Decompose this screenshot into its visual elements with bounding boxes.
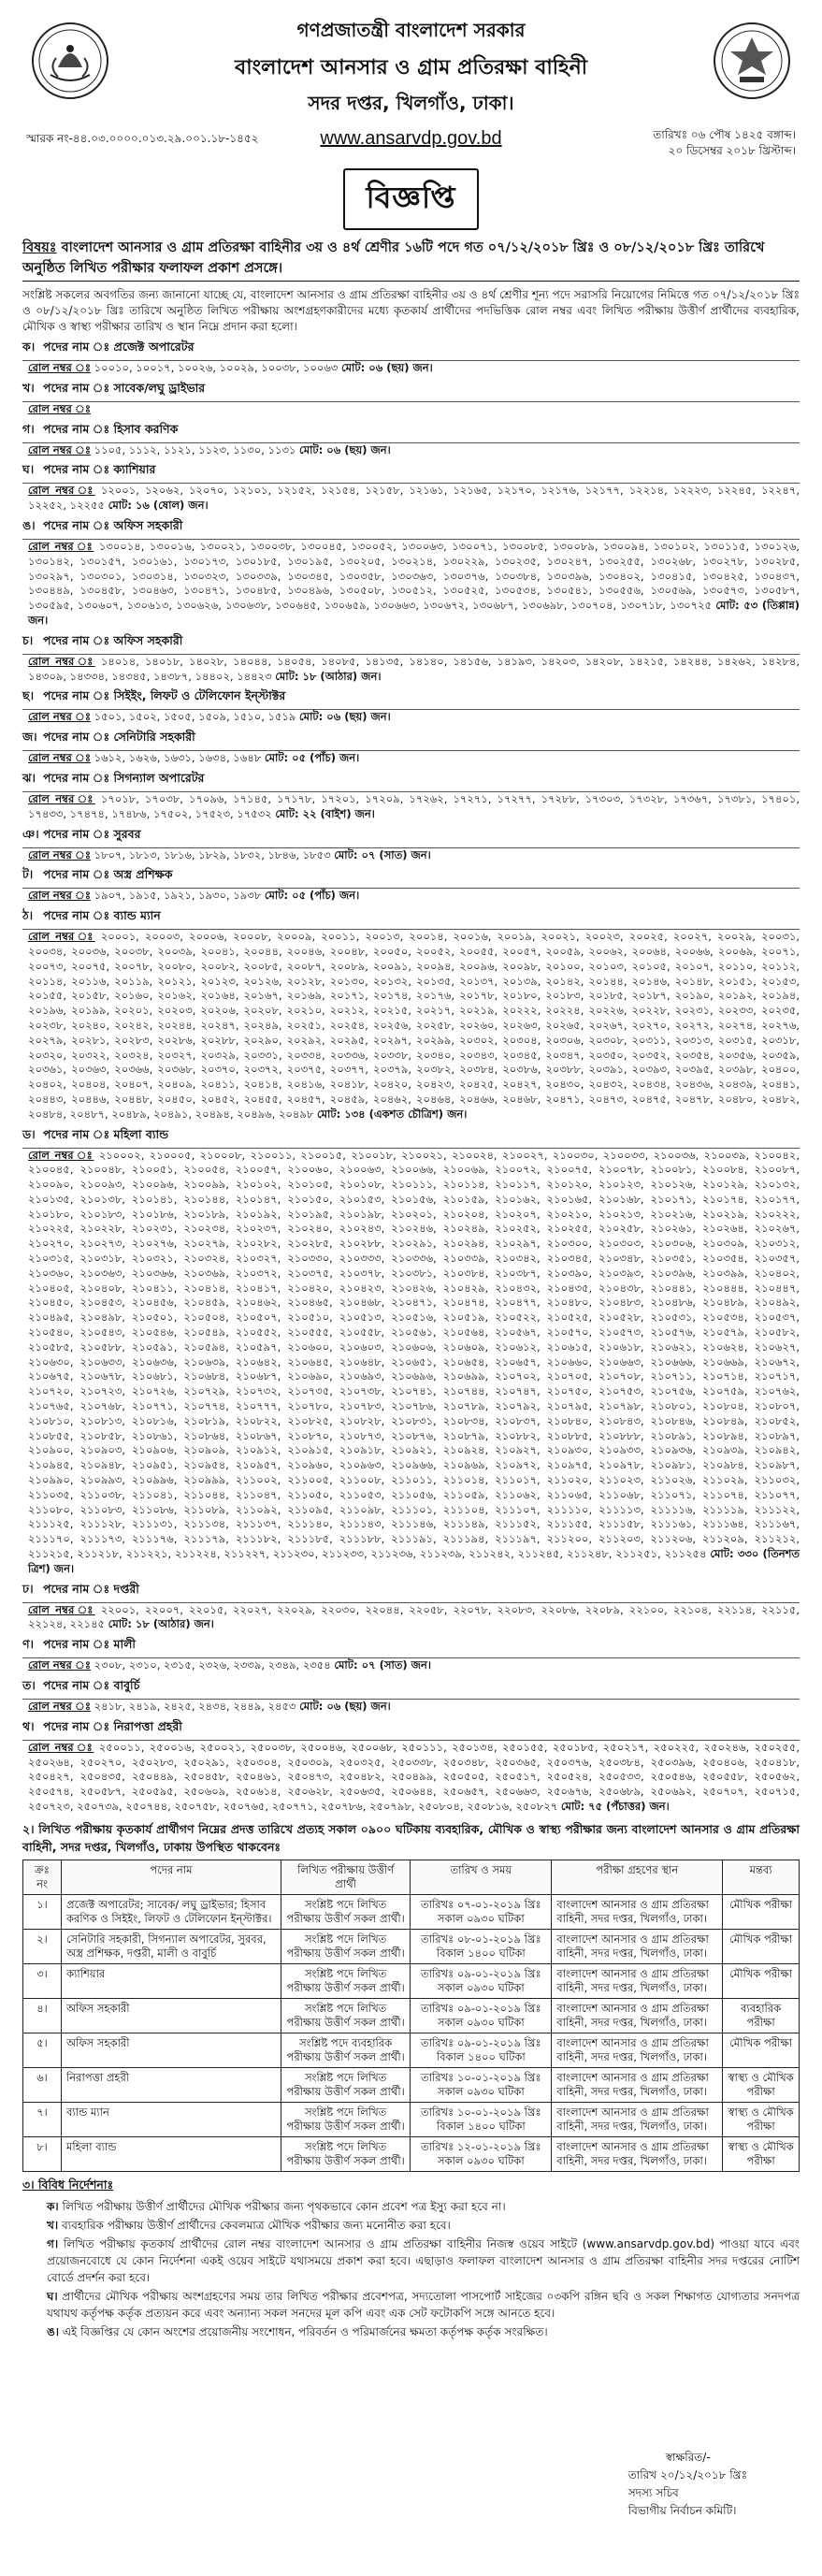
roll-list: ১১০৫, ১১১২, ১১২১, ১১২৩, ১১৩০, ১১৩১ <box>94 442 296 456</box>
post-result <box>22 1125 800 1577</box>
post-serial: ঘ। <box>22 462 35 477</box>
post-heading <box>22 825 800 848</box>
roll-total: মোট: ০৬ (ছয়) জন। <box>299 442 391 456</box>
instruction-text: লিখিত পরীক্ষায় উত্তীর্ণ প্রার্থীদের মৌখিক পরীক্ষার জন্য পৃথকভাবে কোন প্রবেশ পত্র ইস্যু করা হবে না। <box>62 2199 506 2213</box>
signatory-title: সদস্য সচিব <box>627 2486 679 2499</box>
cell-date-time: তারিখঃ ০৮-০১-২০১৯ খ্রিঃ বিকাল ১৪০০ ঘটিকা <box>411 1929 552 1963</box>
roll-list: ১০০১০, ১০০১৭, ১০০২৬, ১০০২৯, ১০০৩৮, ১০০৬৩ <box>94 361 339 374</box>
post-result <box>22 769 800 822</box>
cell-serial: ৬। <box>23 2067 62 2102</box>
post-heading <box>22 1580 800 1603</box>
cell-remark: মৌখিক পরীক্ষা <box>723 1894 800 1929</box>
table-row <box>23 2102 800 2136</box>
roll-list: ২৪১৮, ২৪১৯, ২৪২৫, ২৪৩৪, ২৪৪৯, ২৪৫৩ <box>94 1700 296 1713</box>
roll-total: মোট: ৩৩০ (তিনশত ত্রিশ) জন। <box>28 1547 800 1575</box>
cell-venue: বাংলাদেশ আনসার ও গ্রাম প্রতিরক্ষা বাহিনী, সদর দপ্তর, খিলগাঁও, ঢাকা। <box>552 2033 723 2067</box>
post-serial: ঠ। <box>22 908 34 923</box>
instruction-item <box>47 2198 800 2215</box>
roll-label: রোল নম্বর ঃ <box>28 442 91 456</box>
cell-date-time: তারিখঃ ০৭-০১-২০১৯ খ্রিঃ সকাল ০৯৩০ ঘটিকা <box>411 1894 552 1929</box>
cell-post: অফিস সহকারী <box>62 1998 281 2033</box>
post-serial: ড। <box>22 1126 36 1141</box>
cell-date-time: তারিখঃ ১২-০১-২০১৯ খ্রিঃ সকাল ০৯৩০ ঘটিকা <box>411 2136 552 2171</box>
roll-label: রোল নম্বর ঃ <box>28 654 95 668</box>
cell-post: ব্যান্ড ম্যান <box>62 2102 281 2136</box>
roll-label: রোল নম্বর ঃ <box>28 847 91 861</box>
post-serial: ঙ। <box>22 517 36 532</box>
letterhead <box>22 17 800 166</box>
post-heading <box>22 1125 800 1149</box>
roll-total: মোট: ৫৩ (তিপ্পান্ন) জন। <box>28 599 800 627</box>
roll-list: ১৮০৭, ১৮১৩, ১৮১৬, ১৮২৯, ১৮৩২, ১৮৪৬, ১৮৫৩ <box>94 847 331 861</box>
cell-passed: সংশ্লিষ্ট পদে লিখিত পরীক্ষায় উত্তীর্ণ সকল প্রার্থী। <box>281 1929 411 1963</box>
post-name: পদের নাম ঃ ব্যান্ড ম্যান <box>43 908 161 923</box>
roll-numbers <box>22 402 800 417</box>
post-name: পদের নাম ঃ সুরবর <box>43 826 141 841</box>
post-name: পদের নাম ঃ সিইইং, লিফট ও টেলিফোন ইন্স্টাক্টর <box>43 688 286 703</box>
cell-remark: মৌখিক পরীক্ষা <box>723 2033 800 2067</box>
cell-venue: বাংলাদেশ আনসার ও গ্রাম প্রতিরক্ষা বাহিনী, সদর দপ্তর, খিলগাঁও, ঢাকা। <box>552 2067 723 2102</box>
cell-date-time: তারিখঃ ১০-০১-২০১৯ খ্রিঃ সকাল ০৯৩০ ঘটিকা <box>411 2067 552 2102</box>
ansar-vdp-logo-icon <box>712 21 792 101</box>
cell-venue: বাংলাদেশ আনসার ও গ্রাম প্রতিরক্ষা বাহিনী, সদর দপ্তর, খিলগাঁও, ঢাকা। <box>552 2136 723 2171</box>
roll-total: মোট: ০৬ (ছয়) জন। <box>341 361 433 374</box>
cell-passed: সংশ্লিষ্ট পদে লিখিত পরীক্ষায় উত্তীর্ণ সকল প্রার্থী। <box>281 2136 411 2171</box>
roll-list: ২৩০৮, ২৩১০, ২৩১৫, ২৩২৬, ২৩৩৯, ২৩৪৯, ২৩৫৪ <box>94 1658 331 1672</box>
roll-label: রোল নম্বর ঃ <box>28 930 95 944</box>
table-row <box>23 1894 800 1929</box>
roll-list: ১৪০১৪, ১৪০১৮, ১৪০২৮, ১৪০৪৪, ১৪০৫৪, ১৪০৮৫, ১৪১৩৫, ১৪১৪০, ১৪১৫৬, ১৪১৯৩, ১৪২০৩, ১৪২০৮, ১৪২১৫, ১৪২৪৪, ১৪২৬২, ১৪২৮৪, ১৪৩০৯, ১৪৩৩৪, ১৪৩৪৫, ১৪৩৮৭, ১৪৪০২, ১৪৪২৩ <box>28 654 800 683</box>
roll-total: মোট: ০৫ (পাঁচ) জন। <box>264 751 360 765</box>
roll-list: ২৫০০১১, ২৫০০১৬, ২৫০০২১, ২৫০০৩৮, ২৫০০৪৬, ২৫০০৬৮, ২৫০১১১, ২৫০১৩৪, ২৫০১৫৫, ২৫০১৮৫, ২৫০২১৭, ২৫০২২৫, ২৫০২৪৬, ২৫০২৫৫, ২৫০২৬৪, ২৫০২৭০, ২৫০২৮৩, ২৫০২৯১, ২৫০৩০৪, ২৫০৩০৯, ২৫০৩২৫, ২৫০৩৩৮, ২৫০৩৪৮, ২৫০৩৬৫, ২৫০৩৭৬, ২৫০৩৮৪, ২৫০৩৯৬, ২৫০৪০৬, ২৫০৪১৮, ২৫০৪২৭, ২৫০৪৩৫, ২৫০৪৪৯, ২৫০৪৫৮, ২৫০৪৬১, ২৫০৪৭৩, ২৫০৪৮২, ২৫০৪৯৯, ২৫০৫০৫, ২৫০৫১৭, ২৫০৫২৪, ২৫০৫৩৩, ২৫০৫৪৬, ২৫০৫৫৮, ২৫০৫৬২, ২৫০৫৭৪, ২৫০৫৮৭, ২৫০৫৯৫, ২৫০৬০৯, ২৫০৬১৪, ২৫০৬২৮, ২৫০৬৩৫, ২৫০৬৪৪, ২৫০৬৫৭, ২৫০৬৬৩, ২৫০৬৭৬, ২৫০৬৮৯, ২৫০৬৯২, ২৫০৭০৭, ২৫০৭১৫, ২৫০৭২৩, ২৫০৭৩৯, ২৫০৭৪৪, ২৫০৭৫৮, ২৫০৭৬৫, ২৫০৭৭১, ২৫০৭৮৬, ২৫০৭৯৮, ২৫০৮০৪, ২৫০৮১৬, ২৫০৮২৭ <box>28 1740 800 1813</box>
roll-total: মোট: ০৭ (সাত) জন। <box>334 1658 431 1672</box>
cell-serial: ১। <box>23 1894 62 1929</box>
post-result <box>22 906 800 1122</box>
org-name: বাংলাদেশ আনসার ও গ্রাম প্রতিরক্ষা বাহিনী <box>234 56 588 80</box>
cell-post: ক্যাশিয়ার <box>62 1963 281 1998</box>
post-name: পদের নাম ঃ মালী <box>43 1637 136 1652</box>
post-name: পদের নাম ঃ অফিস সহকারী <box>43 517 183 532</box>
cell-remark: স্বাস্থ্য ও মৌখিক পরীক্ষা <box>723 2136 800 2171</box>
post-name: পদের নাম ঃ সাবেক/লঘু ড্রাইভার <box>43 380 206 395</box>
post-result <box>22 1717 800 1815</box>
roll-numbers <box>22 540 800 629</box>
instruction-marker: খ। <box>47 2218 59 2232</box>
roll-label: রোল নম্বর ঃ <box>28 1740 94 1754</box>
post-heading <box>22 687 800 710</box>
roll-label: রোল নম্বর ঃ <box>28 1700 91 1713</box>
post-heading <box>22 338 800 361</box>
committee-name: বিভাগীয় নির্বাচন কমিটি। <box>627 2504 737 2517</box>
post-heading <box>22 1717 800 1741</box>
post-heading <box>22 460 800 484</box>
cell-remark: মৌখিক পরীক্ষা <box>723 1963 800 1998</box>
subject-label: বিষয়ঃ <box>22 240 57 255</box>
post-serial: ত। <box>22 1678 36 1692</box>
post-result <box>22 865 800 904</box>
roll-numbers <box>22 1603 800 1633</box>
roll-numbers <box>22 710 800 725</box>
post-heading <box>22 728 800 751</box>
post-heading <box>22 379 800 402</box>
post-serial: জ। <box>22 730 37 745</box>
post-heading <box>22 420 800 443</box>
result-list <box>22 338 800 1815</box>
misc-instructions <box>22 2198 800 2340</box>
roll-numbers <box>22 848 800 863</box>
instruction-text: প্রার্থীদের মৌখিক পরীক্ষায় অংশগ্রহণের সময় তার লিখিত পরীক্ষার প্রবেশপত্র, সদ্যতোলা পাসপোর্ট সাইজের ০৩কপি রঙ্গিন ছবি ও সকল শিক্ষাগত যোগ্যতার সনদপত্র যথাযথ কর্তৃপক্ষ কর্তৃক প্রত্যয়ন করে এবং অন্যান্য সকল সনদের মূল কপি এবং এক সেট ফটোকপি সঙ্গে আনতে হবে। <box>47 2289 800 2320</box>
roll-label: রোল নম্বর ঃ <box>28 751 91 765</box>
post-name: পদের নাম ঃ প্রজেক্ট অপারেটর <box>43 340 195 354</box>
post-result <box>22 338 800 376</box>
cell-passed: সংশ্লিষ্ট পদে লিখিত পরীক্ষায় উত্তীর্ণ সকল প্রার্থী। <box>281 1894 411 1929</box>
roll-total: মোট: ৭৫ (পঁচাত্তর) জন। <box>560 1799 670 1813</box>
bangladesh-government-emblem-icon <box>30 21 110 101</box>
cell-remark: স্বাস্থ্য ও মৌখিক পরীক্ষা <box>723 2067 800 2102</box>
roll-list: ১৯০৭, ১৯১৫, ১৯২১, ১৯৩০, ১৯৩৮ <box>94 889 262 903</box>
post-name: পদের নাম ঃ বাবুর্চি <box>43 1678 140 1692</box>
cell-post: মহিলা ব্যান্ড <box>62 2136 281 2171</box>
issue-date <box>653 127 796 159</box>
cell-passed: সংশ্লিষ্ট পদে লিখিত পরীক্ষায় উত্তীর্ণ সকল প্রার্থী। <box>281 1963 411 1998</box>
table-header-row <box>23 1860 800 1894</box>
roll-total: মোট: ২২ (বাইশ) জন। <box>275 806 375 820</box>
roll-numbers <box>22 792 800 822</box>
post-serial: ঞ। <box>22 826 39 841</box>
roll-label: রোল নম্বর ঃ <box>28 1602 95 1616</box>
table-row <box>23 2067 800 2102</box>
cell-venue: বাংলাদেশ আনসার ও গ্রাম প্রতিরক্ষা বাহিনী, সদর দপ্তর, খিলগাঁও, ঢাকা। <box>552 1963 723 1998</box>
cell-passed: সংশ্লিষ্ট পদে লিখিত পরীক্ষায় উত্তীর্ণ সকল প্রার্থী। <box>281 2102 411 2136</box>
roll-numbers <box>22 889 800 904</box>
post-result <box>22 1635 800 1673</box>
post-name: পদের নাম ঃ অস্ত্র প্রশিক্ষক <box>43 867 173 882</box>
roll-numbers <box>22 1741 800 1815</box>
post-name: পদের নাম ঃ ক্যাশিয়ার <box>43 462 156 477</box>
post-heading <box>22 906 800 930</box>
instruction-marker: ক। <box>47 2199 59 2213</box>
cell-remark: ব্যবহারিক পরীক্ষা <box>723 1998 800 2033</box>
signature-date: তারিখ ২০/১২/২০১৮ খ্রিঃ <box>627 2468 747 2482</box>
post-result <box>22 1580 800 1633</box>
cell-serial: ৭। <box>23 2102 62 2136</box>
instruction-item <box>47 2217 800 2234</box>
col-passed: লিখিত পরীক্ষায় উত্তীর্ণ প্রার্থী <box>281 1860 411 1894</box>
post-serial: গ। <box>22 421 35 436</box>
post-heading <box>22 1676 800 1700</box>
cell-venue: বাংলাদেশ আনসার ও গ্রাম প্রতিরক্ষা বাহিনী, সদর দপ্তর, খিলগাঁও, ঢাকা। <box>552 1998 723 2033</box>
roll-total: মোট: ১৮ (আঠার) জন। <box>108 1617 214 1631</box>
roll-list: ১৫০১, ১৫০২, ১৫০৫, ১৫০৯, ১৫১০, ১৫১৯ <box>94 710 296 724</box>
instruction-text: এই বিজ্ঞপ্তির যে কোন অংশের প্রয়োজনীয় সংশোধন, পরিবর্তন ও পরিমার্জনের ক্ষমতা কর্তৃপক্ষ কর্তৃক সংরক্ষিত। <box>62 2324 548 2338</box>
post-serial: ছ। <box>22 688 35 703</box>
instruction-text: ব্যবহারিক পরীক্ষায় উত্তীর্ণ প্রার্থীদের কেবলমাত্র মৌখিক পরীক্ষার জন্য মনোনীত করা হবে। <box>62 2218 451 2232</box>
cell-date-time: তারিখঃ ১০-০১-২০১৯ খ্রিঃ বিকাল ১৪০০ ঘটিকা <box>411 2102 552 2136</box>
roll-total: মোট: ০৬ (ছয়) জন। <box>299 1700 391 1713</box>
post-result <box>22 516 800 629</box>
memo-number: স্মারক নং-৪৪.০৩.০০০০.০১৩.২৯.০০১.১৮-১৪৫২ <box>26 132 259 145</box>
cell-remark: মৌখিক পরীক্ষা <box>723 1929 800 1963</box>
cell-serial: ৩। <box>23 1963 62 1998</box>
post-name: পদের নাম ঃ সেনিটারি সহকারী <box>43 730 195 745</box>
roll-label: রোল নম্বর ঃ <box>28 484 95 498</box>
roll-numbers <box>22 655 800 685</box>
govt-name: গণপ্রজাতন্ত্রী বাংলাদেশ সরকার <box>296 19 526 41</box>
table-row <box>23 1929 800 1963</box>
roll-label: রোল নম্বর ঃ <box>28 710 91 724</box>
roll-numbers <box>22 484 800 514</box>
post-heading <box>22 865 800 889</box>
instruction-marker: ঙ। <box>47 2324 60 2338</box>
signed-label: স্বাক্ষরিত/- <box>665 2451 711 2464</box>
roll-list: ২০০০১, ২০০০৩, ২০০০৬, ২০০০৮, ২০০০৯, ২০০১১, ২০০১৩, ২০০১৪, ২০০১৬, ২০০১৯, ২০০২১, ২০০২৩, ২০০২৫, ২০০২৭, ২০০২৯, ২০০৩১, ২০০৩৪, ২০০৩৬, ২০০৩৮, ২০০৩৯, ২০০৪১, ২০০৪৪, ২০০৪৬, ২০০৪৮, ২০০৫০, ২০০৫২, ২০০৫৫, ২০০৫৭, ২০০৫৯, ২০০৬২, ২০০৬৪, ২০০৬৬, ২০০৬৯, ২০০৭১, ২০০৭৩, ২০০৭৫, ২০০৭৮, ২০০৮০, ২০০৮২, ২০০৮৫, ২০০৮৭, ২০০৮৯, ২০০৯১, ২০০৯৪, ২০০৯৬, ২০০৯৮, ২০১০০, ২০১০৩, ২০১০৫, ২০১০৭, ২০১১০, ২০১১২, ২০১১৪, ২০১১৬, ২০১১৯, ২০১২১, ২০১২৩, ২০১২৬, ২০১২৮, ২০১৩০, ২০১৩২, ২০১৩৫, ২০১৩৭, ২০১৩৯, ২০১৪২, ২০১৪৪, ২০১৪৬, ২০১৪৮, ২০১৫১, ২০১৫৩, ২০১৫৫, ২০১৫৮, ২০১৬০, ২০১৬২, ২০১৬৪, ২০১৬৭, ২০১৬৯, ২০১৭১, ২০১৭৪, ২০১৭৬, ২০১৭৮, ২০১৮০, ২০১৮৩, ২০১৮৫, ২০১৮৭, ২০১৯০, ২০১৯২, ২০১৯৪, ২০১৯৬, ২০১৯৯, ২০২০১, ২০২০৩, ২০২০৬, ২০২০৮, ২০২১০, ২০২১২, ২০২১৫, ২০২১৭, ২০২১৯, ২০২২২, ২০২২৪, ২০২২৬, ২০২২৮, ২০২৩১, ২০২৩৩, ২০২৩৫, ২০২৩৮, ২০২৪০, ২০২৪২, ২০২৪৪, ২০২৪৭, ২০২৪৯, ২০২৫১, ২০২৫৪, ২০২৫৬, ২০২৫৮, ২০২৬০, ২০২৬৩, ২০২৬৫, ২০২৬৭, ২০২৭০, ২০২৭২, ২০২৭৪, ২০২৭৬, ২০২৭৯, ২০২৮১, ২০২৮৩, ২০২৮৬, ২০২৮৮, ২০২৯০, ২০২৯২, ২০২৯৫, ২০২৯৭, ২০২৯৯, ২০৩০২, ২০৩০৪, ২০৩০৬, ২০৩০৮, ২০৩১১, ২০৩১৩, ২০৩১৫, ২০৩১৮, ২০৩২০, ২০৩২২, ২০৩২৪, ২০৩২৭, ২০৩২৯, ২০৩৩১, ২০৩৩৪, ২০৩৩৬, ২০৩৩৮, ২০৩৪০, ২০৩৪৩, ২০৩৪৫, ২০৩৪৭, ২০৩৫০, ২০৩৫২, ২০৩৫৪, ২০৩৫৬, ২০৩৫৯, ২০৩৬১, ২০৩৬৩, ২০৩৬৬, ২০৩৬৮, ২০৩৭০, ২০৩৭২, ২০৩৭৫, ২০৩৭৭, ২০৩৭৯, ২০৩৮২, ২০৩৮৪, ২০৩৮৬, ২০৩৮৮, ২০৩৯১, ২০৩৯৩, ২০৩৯৫, ২০৩৯৮, ২০৪০০, ২০৪০২, ২০৪০৪, ২০৪০৭, ২০৪০৯, ২০৪১১, ২০৪১৪, ২০৪১৬, ২০৪১৮, ২০৪২০, ২০৪২৩, ২০৪২৫, ২০৪২৭, ২০৪৩০, ২০৪৩২, ২০৪৩৪, ২০৪৩৬, ২০৪৩৯, ২০৪৪১, ২০৪৪৩, ২০৪৪৬, ২০৪৪৮, ২০৪৫০, ২০৪৫২, ২০৪৫৫, ২০৪৫৭, ২০৪৫৯, ২০৪৬২, ২০৪৬৪, ২০৪৬৬, ২০৪৬৮, ২০৪৭১, ২০৪৭৩, ২০৪৭৫, ২০৪৭৮, ২০৪৮০, ২০৪৮২, ২০৪৮৪, ২০৪৮৭, ২০৪৮৯, ২০৪৯১, ২০৪৯৪, ২০৪৯৬, ২০৪৯৮ <box>28 930 800 1121</box>
roll-label: রোল নম্বর ঃ <box>28 539 94 553</box>
post-result <box>22 460 800 514</box>
website-link[interactable]: www.ansarvdp.gov.bd <box>320 128 502 149</box>
roll-list: ২১০০০২, ২১০০০৫, ২১০০০৮, ২১০০১১, ২১০০১৫, ২১০০১৮, ২১০০২১, ২১০০২৪, ২১০০২৭, ২১০০৩০, ২১০০৩৩, ২১০০৩৬, ২১০০৩৯, ২১০০৪২, ২১০০৪৫, ২১০০৪৮, ২১০০৫১, ২১০০৫৪, ২১০০৫৭, ২১০০৬০, ২১০০৬৩, ২১০০৬৬, ২১০০৬৯, ২১০০৭২, ২১০০৭৫, ২১০০৭৮, ২১০০৮১, ২১০০৮৪, ২১০০৮৭, ২১০০৯০, ২১০০৯৩, ২১০০৯৬, ২১০০৯৯, ২১০১০২, ২১০১০৫, ২১০১০৮, ২১০১১১, ২১০১১৪, ২১০১১৭, ২১০১২০, ২১০১২৩, ২১০১২৬, ২১০১২৯, ২১০১৩২, ২১০১৩৫, ২১০১৩৮, ২১০১৪১, ২১০১৪৪, ২১০১৪৭, ২১০১৫০, ২১০১৫৩, ২১০১৫৬, ২১০১৫৯, ২১০১৬২, ২১০১৬৫, ২১০১৬৮, ২১০১৭১, ২১০১৭৪, ২১০১৭৭, ২১০১৮০, ২১০১৮৩, ২১০১৮৬, ২১০১৮৯, ২১০১৯২, ২১০১৯৫, ২১০১৯৮, ২১০২০১, ২১০২০৪, ২১০২০৭, ২১০২১০, ২১০২১৩, ২১০২১৬, ২১০২১৯, ২১০২২২, ২১০২২৫, ২১০২২৮, ২১০২৩১, ২১০২৩৪, ২১০২৩৭, ২১০২৪০, ২১০২৪৩, ২১০২৪৬, ২১০২৪৯, ২১০২৫২, ২১০২৫৫, ২১০২৫৮, ২১০২৬১, ২১০২৬৪, ২১০২৬৭, ২১০২৭০, ২১০২৭৩, ২১০২৭৬, ২১০২৭৯, ২১০২৮২, ২১০২৮৫, ২১০২৮৮, ২১০২৯১, ২১০২৯৪, ২১০২৯৭, ২১০৩০০, ২১০৩০৩, ২১০৩০৬, ২১০৩০৯, ২১০৩১২, ২১০৩১৫, ২১০৩১৮, ২১০৩২১, ২১০৩২৪, ২১০৩২৭, ২১০৩৩০, ২১০৩৩৩, ২১০৩৩৬, ২১০৩৩৯, ২১০৩৪২, ২১০৩৪৫, ২১০৩৪৮, ২১০৩৫১, ২১০৩৫৪, ২১০৩৫৭, ২১০৩৬০, ২১০৩৬৩, ২১০৩৬৬, ২১০৩৬৯, ২১০৩৭২, ২১০৩৭৫, ২১০৩৭৮, ২১০৩৮১, ২১০৩৮৪, ২১০৩৮৭, ২১০৩৯০, ২১০৩৯৩, ২১০৩৯৬, ২১০৩৯৯, ২১০৪০২, ২১০৪০৫, ২১০৪০৮, ২১০৪১১, ২১০৪১৪, ২১০৪১৭, ২১০৪২০, ২১০৪২৩, ২১০৪২৬, ২১০৪২৯, ২১০৪৩২, ২১০৪৩৫, ২১০৪৩৮, ২১০৪৪১, ২১০৪৪৪, ২১০৪৪৭, ২১০৪৫০, ২১০৪৫৩, ২১০৪৫৬, ২১০৪৫৯, ২১০৪৬২, ২১০৪৬৫, ২১০৪৬৮, ২১০৪৭১, ২১০৪৭৪, ২১০৪৭৭, ২১০৪৮০, ২১০৪৮৩, ২১০৪৮৬, ২১০৪৮৯, ২১০৪৯২, ২১০৪৯৫, ২১০৪৯৮, ২১০৫০১, ২১০৫০৪, ২১০৫০৭, ২১০৫১০, ২১০৫১৩, ২১০৫১৬, ২১০৫১৯, ২১০৫২২, ২১০৫২৫, ২১০৫২৮, ২১০৫৩১, ২১০৫৩৪, ২১০৫৩৭, ২১০৫৪০, ২১০৫৪৩, ২১০৫৪৬, ২১০৫৪৯, ২১০৫৫২, ২১০৫৫৫, ২১০৫৫৮, ২১০৫৬১, ২১০৫৬৪, ২১০৫৬৭, ২১০৫৭০, ২১০৫৭৩, ২১০৫৭৬, ২১০৫৭৯, ২১০৫৮২, ২১০৫৮৫, ২১০৫৮৮, ২১০৫৯১, ২১০৫৯৪, ২১০৫৯৭, ২১০৬০০, ২১০৬০৩, ২১০৬০৬, ২১০৬০৯, ২১০৬১২, ২১০৬১৫, ২১০৬১৮, ২১০৬২১, ২১০৬২৪, ২১০৬২৭, ২১০৬৩০, ২১০৬৩৩, ২১০৬৩৬, ২১০৬৩৯, ২১০৬৪২, ২১০৬৪৫, ২১০৬৪৮, ২১০৬৫১, ২১০৬৫৪, ২১০৬৫৭, ২১০৬৬০, ২১০৬৬৩, ২১০৬৬৬, ২১০৬৬৯, ২১০৬৭২, ২১০৬৭৫, ২১০৬৭৮, ২১০৬৮১, ২১০৬৮৪, ২১০৬৮৭, ২১০৬৯০, ২১০৬৯৩, ২১০৬৯৬, ২১০৬৯৯, ২১০৭০২, ২১০৭০৫, ২১০৭০৮, ২১০৭১১, ২১০৭১৪, ২১০৭১৭, ২১০৭২০, ২১০৭২৩, ২১০৭২৬, ২১০৭২৯, ২১০৭৩২, ২১০৭৩৫, ২১০৭৩৮, ২১০৭৪১, ২১০৭৪৪, ২১০৭৪৭, ২১০৭৫০, ২১০৭৫৩, ২১০৭৫৬, ২১০৭৫৯, ২১০৭৬২, ২১০৭৬৫, ২১০৭৬৮, ২১০৭৭১, ২১০৭৭৪, ২১০৭৭৭, ২১০৭৮০, ২১০৭৮৩, ২১০৭৮৬, ২১০৭৮৯, ২১০৭৯২, ২১০৭৯৫, ২১০৭৯৮, ২১০৮০১, ২১০৮০৪, ২১০৮০৭, ২১০৮১০, ২১০৮১৩, ২১০৮১৬, ২১০৮১৯, ২১০৮২২, ২১০৮২৫, ২১০৮২৮, ২১০৮৩১, ২১০৮৩৪, ২১০৮৩৭, ২১০৮৪০, ২১০৮৪৩, ২১০৮৪৬, ২১০৮৪৯, ২১০৮৫২, ২১০৮৫৫, ২১০৮৫৮, ২১০৮৬১, ২১০৮৬৪, ২১০৮৬৭, ২১০৮৭০, ২১০৮৭৩, ২১০৮৭৬, ২১০৮৭৯, ২১০৮৮২, ২১০৮৮৫, ২১০৮৮৮, ২১০৮৯১, ২১০৮৯৪, ২১০৮৯৭, ২১০৯০০, ২১০৯০৩, ২১০৯০৬, ২১০৯০৯, ২১০৯১২, ২১০৯১৫, ২১০৯১৮, ২১০৯২১, ২১০৯২৪, ২১০৯২৭, ২১০৯৩০, ২১০৯৩৩, ২১০৯৩৬, ২১০৯৩৯, ২১০৯৪২, ২১০৯৪৫, ২১০৯৪৮, ২১০৯৫১, ২১০৯৫৪, ২১০৯৫৭, ২১০৯৬০, ২১০৯৬৩, ২১০৯৬৬, ২১০৯৬৯, ২১০৯৭২, ২১০৯৭৫, ২১০৯৭৮, ২১০৯৮১, ২১০৯৮৪, ২১০৯৮৭, ২১০৯৯০, ২১০৯৯৩, ২১০৯৯৬, ২১০৯৯৯, ২১১০০২, ২১১০০৫, ২১১০০৮, ২১১০১১, ২১১০১৪, ২১১০১৭, ২১১০২০, ২১১০২৩, ২১১০২৬, ২১১০২৯, ২১১০৩২, ২১১০৩৫, ২১১০৩৮, ২১১০৪১, ২১১০৪৪, ২১১০৪৭, ২১১০৫০, ২১১০৫৩, ২১১০৫৬, ২১১০৫৯, ২১১০৬২, ২১১০৬৫, ২১১০৬৮, ২১১০৭১, ২১১০৭৪, ২১১০৭৭, ২১১০৮০, ২১১০৮৩, ২১১০৮৬, ২১১০৮৯, ২১১০৯২, ২১১০৯৫, ২১১০৯৮, ২১১১০১, ২১১১০৪, ২১১১০৭, ২১১১১০, ২১১১১৩, ২১১১১৬, ২১১১১৯, ২১১১২২, ২১১১২৫, ২১১১২৮, ২১১১৩১, ২১১১৩৪, ২১১১৩৭, ২১১১৪০, ২১১১৪৩, ২১১১৪৬, ২১১১৪৯, ২১১১৫২, ২১১১৫৫, ২১১১৫৮, ২১১১৬১, ২১১১৬৪, ২১১১৬৭, ২১১১৭০, ২১১১৭৩, ২১১১৭৬, ২১১১৭৯, ২১১১৮২, ২১১১৮৫, ২১১১৮৮, ২১১১৯১, ২১১১৯৪, ২১১১৯৭, ২১১২০০, ২১১২০৩, ২১১২০৬, ২১১২০৯, ২১১২১২, ২১১২১৫, ২১১২১৮, ২১১২২১, ২১১২২৪, ২১১২২৭, ২১১২৩০, ২১১২৩৩, ২১১২৩৬, ২১১২৩৯, ২১১২৪২, ২১১২৪৫, ২১১২৪৮, ২১১২৫১, ২১১২৫৪ <box>28 1148 800 1561</box>
post-serial: থ। <box>22 1718 35 1733</box>
exam-schedule-table <box>22 1860 800 2172</box>
instruction-item <box>47 2323 800 2340</box>
roll-numbers <box>22 1658 800 1673</box>
subject-text: বাংলাদেশ আনসার ও গ্রাম প্রতিরক্ষা বাহিনীর ৩য় ও ৪র্থ শ্রেণীর ১৬টি পদে গত ০৭/১২/২০১৮ খ্রিঃ ও ০৮/১২/২০১৮ খ্রিঃ তারিখে অনুষ্ঠিত লিখিত পরীক্ষার ফলাফল প্রকাশ প্রসঙ্গে। <box>22 240 765 276</box>
instruction-text: লিখিত পরীক্ষায় কৃতকার্য প্রার্থীদের রোল নম্বর বাংলাদেশ আনসার ও গ্রাম প্রতিরক্ষা বাহিনীর নিজস্ব ওয়েব সাইটে (www.ansarvdp.gov.bd) পাওয়া যাবে এবং প্রয়োজনবোধে যে কোন নির্দেশনা একই ওয়েব সাইটে যথাসময়ে প্রকাশ করা হবে। এছাড়াও ফলাফল বাংলাদেশ আনসার ও গ্রাম প্রতিরক্ষা বাহিনীর সদর দপ্তরের নোটিশ বোর্ডে প্রদর্শন করা হবে। <box>47 2236 800 2284</box>
cell-serial: ২। <box>23 1929 62 1963</box>
cell-serial: ৫। <box>23 2033 62 2067</box>
roll-total: মোট: ১৬ (ষোল) জন। <box>108 499 209 513</box>
instruction-marker: ঘ। <box>47 2289 58 2303</box>
post-name: পদের নাম ঃ দপ্তরী <box>43 1581 139 1596</box>
table-row <box>23 2136 800 2171</box>
signature-block <box>628 2449 747 2520</box>
table-row <box>23 2033 800 2067</box>
post-name: পদের নাম ঃ হিসাব করণিক <box>43 421 179 436</box>
col-serial: ক্রঃ নং <box>23 1860 62 1894</box>
cell-post: প্রজেক্ট অপারেটর; সাবেক/ লঘু ড্রাইভার; হিসাব করণিক ও সিইইং, লিফট ও টেলিফোন ইন্স্টাক্টর। <box>62 1894 281 1929</box>
roll-list: ২২০০১, ২২০০৭, ২২০১৫, ২২০২৭, ২২০২৯, ২২০৩০, ২২০৪৪, ২২০৫৮, ২২০৭৮, ২২০৮৩, ২২০৮৬, ২২০৮৯, ২২১০০, ২২১০৪, ২২১১৪, ২২১১৫, ২২১২৪, ২২১৪৫ <box>28 1602 800 1631</box>
cell-passed: সংশ্লিষ্ট পদে লিখিত পরীক্ষায় উত্তীর্ণ সকল প্রার্থী। <box>281 2067 411 2102</box>
col-date-time: তারিখ ও সময় <box>411 1860 552 1894</box>
roll-label: রোল নম্বর ঃ <box>28 889 91 903</box>
post-name: পদের নাম ঃ সিগন্যাল অপারেটর <box>43 770 205 785</box>
roll-list: ১৬১২, ১৬২৬, ১৬৩১, ১৬৩৪, ১৬৪৮ <box>94 751 262 765</box>
intro-paragraph: সংশ্লিষ্ট সকলের অবগতির জন্য জানানো যাচ্ছে যে, বাংলাদেশ আনসার ও গ্রাম প্রতিরক্ষা বাহিনীর ৩য় ও ৪র্থ শ্রেণীর শূন্য পদে সরাসরি নিয়োগের নিমিত্তে গত ০৭/১২/২০১৮ খ্রিঃ ও ০৮/১২/২০১৮ খ্রিঃ তারিখে অনুষ্ঠিত লিখিত পরীক্ষায় অংশগ্রহণকারীদের মধ্যে কৃতকার্য প্রার্থীদের পদভিত্তিক রোল নম্বর এবং লিখিত পরীক্ষায় উত্তীর্ণ প্রার্থীদের ব্যবহারিক, মৌখিক ও স্বাস্থ্য পরীক্ষার তারিখ ও স্থান নিম্নে প্রদান করা হলো। <box>22 288 800 333</box>
notice-title: বিজ্ঞপ্তি <box>343 168 478 230</box>
cell-serial: ৪। <box>23 1998 62 2033</box>
roll-numbers <box>22 930 800 1122</box>
misc-heading: ৩। বিবিধ নির্দেশনাঃ <box>22 2177 114 2192</box>
post-heading <box>22 516 800 540</box>
post-serial: খ। <box>22 380 35 395</box>
roll-label: রোল নম্বর ঃ <box>28 401 91 415</box>
roll-numbers <box>22 1700 800 1715</box>
cell-date-time: তারিখঃ ০৯-০১-২০১৯ খ্রিঃ সকাল ০৯৩০ ঘটিকা <box>411 1963 552 1998</box>
instruction-marker: গ। <box>47 2236 59 2250</box>
post-serial: চ। <box>22 632 34 647</box>
instruction-item <box>47 2236 800 2286</box>
post-name: পদের নাম ঃ নিরাপত্তা প্রহরী <box>43 1718 182 1733</box>
post-name: পদের নাম ঃ অফিস সহকারী <box>43 632 183 647</box>
col-venue: পরীক্ষা গ্রহণের স্থান <box>552 1860 723 1894</box>
table-row <box>23 1998 800 2033</box>
roll-total: মোট: ০৫ (পাঁচ) জন। <box>264 889 360 903</box>
post-serial: ণ। <box>22 1637 35 1652</box>
roll-list: ১২০০১, ১২০৬২, ১২০৭০, ১২১০১, ১২১৫২, ১২১৫৪, ১২১৫৮, ১২১৬১, ১২১৬৫, ১২১৭০, ১২১৭৬, ১২১৭৭, ১২২১৪, ১২২২৩, ১২২৪৫, ১২২৪৭, ১২২৫২, ১২২৫৫ <box>28 484 800 513</box>
roll-numbers <box>22 443 800 458</box>
cell-passed: সংশ্লিষ্ট পদে ব্যবহারিক পরীক্ষায় উত্তীর্ণ সকল প্রার্থী। <box>281 2033 411 2067</box>
post-name: পদের নাম ঃ মহিলা ব্যান্ড <box>43 1126 169 1141</box>
post-serial: ঢ। <box>22 1581 34 1596</box>
cell-venue: বাংলাদেশ আনসার ও গ্রাম প্রতিরক্ষা বাহিনী, সদর দপ্তর, খিলগাঁও, ঢাকা। <box>552 1894 723 1929</box>
cell-date-time: তারিখঃ ০৯-০১-২০১৯ খ্রিঃ বিকাল ১৪০০ ঘটিকা <box>411 2033 552 2067</box>
post-result <box>22 687 800 725</box>
post-heading <box>22 631 800 655</box>
table-row <box>23 1963 800 1998</box>
roll-list: ১৩০০১৪, ১৩০০১৬, ১৩০০২১, ১৩০০৩৮, ১৩০০৪৫, ১৩০০৫২, ১৩০০৬৩, ১৩০০৭১, ১৩০০৮৫, ১৩০০৮৯, ১৩০০৯৪, ১৩০১০২, ১৩০১১৫, ১৩০১২৬, ১৩০১৪২, ১৩০১৫৭, ১৩০১৬১, ১৩০১৭৩, ১৩০১৮৫, ১৩০১৯৫, ১৩০২০৫, ১৩০২১৪, ১৩০২২৯, ১৩০২৩৫, ১৩০২৪৭, ১৩০২৫৫, ১৩০২৬৮, ১৩০২৭৮, ১৩০২৮৫, ১৩০২৯৭, ১৩০৩০১, ১৩০৩১৪, ১৩০৩২৩, ১৩০৩৩৯, ১৩০৩৪৫, ১৩০৩৫৮, ১৩০৩৬৩, ১৩০৩৭৬, ১৩০৩৮৪, ১৩০৩৯৬, ১৩০৪০২, ১৩০৪১৫, ১৩০৪২৫, ১৩০৪৩৭, ১৩০৪৪৯, ১৩০৪৫৮, ১৩০৪৬৩, ১৩০৪৭১, ১৩০৪৮৫, ১৩০৪৯৬, ১৩০৫০৮, ১৩০৫১২, ১৩০৫২৫, ১৩০৫৩৪, ১৩০৫৪১, ১৩০৫৫৬, ১৩০৫৬৯, ১৩০৫৭৩, ১৩০৫৮৭, ১৩০৫৯৫, ১৩০৬০৭, ১৩০৬১৩, ১৩০৬২৬, ১৩০৬৩৮, ১৩০৬৪৫, ১৩০৬৫৯, ১৩০৬৬৩, ১৩০৬৭২, ১৩০৬৮৭, ১৩০৬৯৮, ১৩০৭০৪, ১৩০৭১৮, ১৩০৭২৫ <box>28 539 800 613</box>
schedule-instruction: ২। লিখিত পরীক্ষায় কৃতকার্য প্রার্থীগণ নিম্নের প্রদত্ত তারিখে প্রত্যহ সকাল ০৯০০ ঘটিকায় ব্যবহারিক, মৌখিক ও স্বাস্থ্য পরীক্ষার জন্য বাংলাদেশ আনসার ও গ্রাম প্রতিরক্ষা বাহিনী, সদর দপ্তর, খিলগাঁও, ঢাকায় উপস্থিত থাকবেনঃ <box>22 1821 800 1854</box>
cell-post: নিরাপত্তা প্রহরী <box>62 2067 281 2102</box>
roll-total: মোট: ০৭ (সাত) জন। <box>334 847 431 861</box>
post-result <box>22 420 800 458</box>
roll-label: রোল নম্বর ঃ <box>28 791 95 805</box>
post-serial: ঝ। <box>22 770 36 785</box>
cell-venue: বাংলাদেশ আনসার ও গ্রাম প্রতিরক্ষা বাহিনী, সদর দপ্তর, খিলগাঁও, ঢাকা। <box>552 2102 723 2136</box>
roll-label: রোল নম্বর ঃ <box>28 1658 91 1672</box>
roll-total: মোট: ১৩৪ (একশত চৌত্রিশ) জন। <box>316 1107 468 1121</box>
cell-passed: সংশ্লিষ্ট পদে লিখিত পরীক্ষায় উত্তীর্ণ সকল প্রার্থী। <box>281 1998 411 2033</box>
post-serial: ক। <box>22 340 36 354</box>
roll-label: রোল নম্বর ঃ <box>28 361 91 374</box>
date-gregorian: ২০ ডিসেম্বর ২০১৮ খ্রিস্টাব্দ। <box>668 144 796 157</box>
post-result <box>22 379 800 417</box>
cell-remark: স্বাস্থ্য ও মৌখিক পরীক্ষা <box>723 2102 800 2136</box>
roll-label: রোল নম্বর ঃ <box>28 1148 94 1162</box>
roll-numbers <box>22 361 800 376</box>
cell-post: সেনিটারি সহকারী, সিগন্যাল অপারেটর, সুরবর, অস্ত্র প্রশিক্ষক, দপ্তরী, মালী ও বাবুর্চি <box>62 1929 281 1963</box>
post-serial: ট। <box>22 867 34 882</box>
col-post: পদের নাম <box>62 1860 281 1894</box>
subject-line <box>22 238 800 282</box>
cell-venue: বাংলাদেশ আনসার ও গ্রাম প্রতিরক্ষা বাহিনী, সদর দপ্তর, খিলগাঁও, ঢাকা। <box>552 1929 723 1963</box>
date-bangla: তারিখঃ ০৬ পৌষ ১৪২৫ বঙ্গাব্দ। <box>653 128 796 141</box>
roll-list: ১৭০১৮, ১৭০৩৮, ১৭০৯৬, ১৭১৪৫, ১৭১৭৮, ১৭২০১, ১৭২০৯, ১৭২৬২, ১৭২৭১, ১৭২৭৭, ১৭২৮৮, ১৭৩০৩, ১৭৩২৮, ১৭৩৬৭, ১৭৩৮১, ১৭৪০১, ১৭৪৩৩, ১৭৪৭৪, ১৭৪৮৬, ১৭৫০২, ১৭৫২৩, ১৭৫৩২ <box>28 791 800 820</box>
roll-numbers <box>22 751 800 766</box>
post-result <box>22 631 800 685</box>
roll-total: মোট: ০৬ (ছয়) জন। <box>299 710 391 724</box>
col-remark: মন্তব্য <box>723 1860 800 1894</box>
cell-date-time: তারিখঃ ০৯-০১-২০১৯ খ্রিঃ সকাল ০৯৩০ ঘটিকা <box>411 1998 552 2033</box>
post-result <box>22 825 800 863</box>
cell-serial: ৮। <box>23 2136 62 2171</box>
post-heading <box>22 1635 800 1658</box>
instruction-item <box>47 2288 800 2322</box>
post-result <box>22 728 800 766</box>
cell-post: অফিস সহকারী <box>62 2033 281 2067</box>
post-result <box>22 1676 800 1715</box>
roll-numbers <box>22 1149 800 1577</box>
post-heading <box>22 769 800 792</box>
org-address: সদর দপ্তর, খিলগাঁও, ঢাকা। <box>308 92 514 114</box>
roll-total: মোট: ১৮ (আঠার) জন। <box>275 669 382 683</box>
